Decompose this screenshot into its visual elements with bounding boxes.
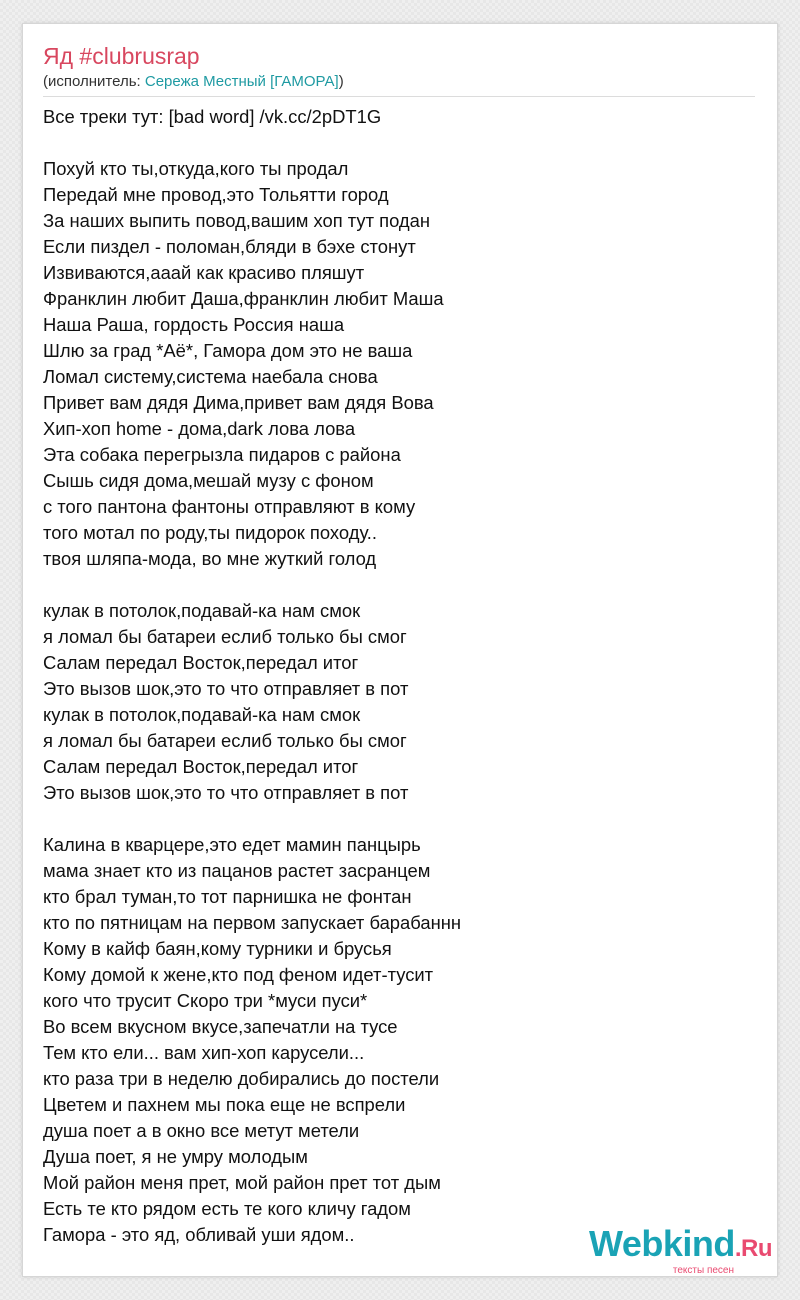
lyrics-text [43,104,759,1248]
lyric-line: Это вызов шок,это то что отправляет в пот [43,678,409,699]
artist-prefix: (исполнитель: [43,73,145,90]
lyric-line: мама знает кто из пацанов растет засранцем [43,860,431,881]
lyric-line: Привет вам дядя Дима,привет вам дядя Вова [43,392,434,413]
lyric-line: кулак в потолок,подавай-ка нам смок [43,600,361,621]
lyric-line: кулак в потолок,подавай-ка нам смок [43,704,361,725]
logo-domain-suffix: .Ru [734,1235,772,1262]
lyric-line: Салам передал Восток,передал итог [43,652,359,673]
artist-link[interactable]: Сережа Местный [ГАМОРА] [144,73,339,90]
lyrics-card [22,23,778,1277]
logo-main-text: Webkind [588,1223,735,1264]
lyric-line: кого что трусит Скоро три *муси пуси* [43,990,368,1011]
lyric-line: твоя шляпа-мода, во мне жуткий голод [43,548,377,569]
lyric-line: Хип-хоп home - дома,dark лова лова [43,418,356,439]
lyric-line: Мой район меня прет, мой район прет тот дым [43,1172,441,1193]
stanza-break [43,130,759,156]
lyric-line: Есть те кто рядом есть те кого кличу гадом [43,1198,411,1219]
lyric-line: Салам передал Восток,передал итог [43,756,359,777]
lyric-line: с того пантона фантоны отправляют в кому [43,496,416,517]
lyric-line: Похуй кто ты,откуда,кого ты продал [43,158,349,179]
artist-suffix: ) [338,73,344,90]
lyric-line: Извиваются,ааай как красиво пляшут [43,262,365,283]
lyric-line: кто раза три в неделю добирались до постели [43,1068,440,1089]
lyric-line: Сышь сидя дома,мешай музу с фоном [43,470,374,491]
lyric-line: Ломал систему,система наебала снова [43,366,378,387]
lyric-line: кто брал туман,то тот парнишка не фонтан [43,886,412,907]
lyric-line: Это вызов шок,это то что отправляет в пот [43,782,409,803]
lyric-line: Гамора - это яд, обливай уши ядом.. [43,1224,355,1245]
song-title: Яд #clubrusrap [43,43,200,69]
site-logo[interactable] [572,1223,772,1276]
lyric-line: кто по пятницам на первом запускает барабаннн [43,912,462,933]
lyric-line: Шлю за град *Аё*, Гамора дом это не ваша [43,340,413,361]
lyric-line: душа поет а в окно все метут метели [43,1120,360,1141]
lyric-line: Тем кто ели... вам хип-хоп карусели... [43,1042,365,1063]
lyric-line: Во всем вкусном вкусе,запечатли на тусе [43,1016,398,1037]
artist-line [43,72,344,92]
lyric-line: того мотал по роду,ты пидорок походу.. [43,522,378,543]
lyric-line: Все треки тут: [bad word] /vk.cc/2pDT1G [43,106,382,127]
lyric-line: За наших выпить повод,вашим хоп тут подан [43,210,431,231]
lyric-line: я ломал бы батареи еслиб только бы смог [43,626,407,647]
lyric-line: Наша Раша, гордость Россия наша [43,314,345,335]
lyric-line: Кому домой к жене,кто под феном идет-тусит [43,964,434,985]
lyric-line: я ломал бы батареи еслиб только бы смог [43,730,407,751]
lyric-line: Франклин любит Даша,франклин любит Маша [43,288,444,309]
lyric-line: Душа поет, я не умру молодым [43,1146,308,1167]
stanza-break [43,806,759,832]
logo-wordmark [572,1223,772,1267]
lyric-line: Кому в кайф баян,кому турники и брусья [43,938,392,959]
lyric-line: Эта собака перегрызла пидаров с района [43,444,401,465]
lyric-line: Если пиздел - поломан,бляди в бэхе стонут [43,236,416,257]
stanza-break [43,572,759,598]
lyric-line: Передай мне провод,это Тольятти город [43,184,389,205]
logo-tagline: тексты песен [672,1265,734,1276]
lyric-line: Цветем и пахнем мы пока еще не вспрели [43,1094,406,1115]
lyric-line: Калина в кварцере,это едет мамин панцырь [43,834,421,855]
header-divider [43,96,755,97]
